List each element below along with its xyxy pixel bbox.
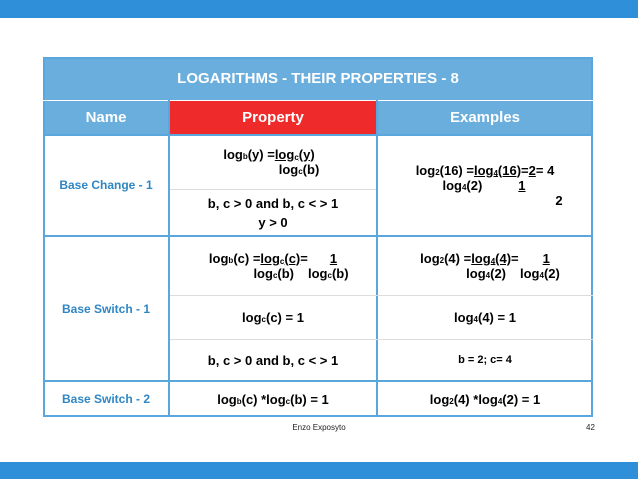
base-switch-1-conditions: b, c > 0 and b, c < > 1 — [169, 339, 377, 381]
table-title: LOGARITHMS - THEIR PROPERTIES - 8 — [43, 57, 593, 100]
row-divider-2 — [43, 380, 593, 382]
base-change-example: log 2 (16) = $\log_4(16)$ = 2 = 4 log 4 (2) 1 2 — [377, 134, 593, 236]
top-accent-bar — [0, 0, 638, 18]
header-examples: Examples — [377, 100, 593, 134]
properties-table — [43, 57, 593, 417]
table-border-top — [43, 57, 593, 59]
row-name-base-change-1: Base Change - 1 — [43, 134, 169, 236]
base-switch-1-identity-example: log 4 (4) = 1 — [377, 295, 593, 339]
base-change-conditions: b, c > 0 and b, c < > 1 y > 0 — [169, 189, 377, 236]
inner-divider-2 — [170, 295, 593, 296]
inner-divider-1 — [170, 189, 376, 190]
base-switch-1-example: log 2 (4) = $\log_4(4)$ = 1 log 4 (2) log 4 (2) — [377, 236, 593, 295]
header-name: Name — [43, 100, 169, 134]
base-switch-1-values: b = 2; c= 4 — [377, 339, 593, 381]
base-switch-1-formula: log b (c) = $\log_c(c)$ = 1 log c (b) log c (b) — [169, 236, 377, 295]
title-divider — [43, 100, 593, 101]
table-border-bottom — [43, 415, 593, 417]
footer-author: Enzo Exposyto — [292, 423, 346, 432]
base-change-formula: log b (y) = $\log_c(y)$ log c (b) — [169, 134, 377, 189]
row-name-base-switch-1: Base Switch - 1 — [43, 236, 169, 381]
base-switch-2-formula: log b (c) * log c (b) = 1 — [169, 381, 377, 417]
base-switch-2-example: log 2 (4) * log 4 (2) = 1 — [377, 381, 593, 417]
column-divider-2 — [376, 100, 378, 417]
table-border-right — [591, 57, 593, 417]
page-number: 42 — [586, 423, 595, 432]
bottom-accent-bar — [0, 462, 638, 479]
inner-divider-3 — [170, 339, 593, 340]
column-divider-1 — [168, 100, 170, 417]
table-border-left — [43, 57, 45, 417]
base-switch-1-identity: log c (c) = 1 — [169, 295, 377, 339]
row-divider-1 — [43, 235, 593, 237]
header-divider — [43, 134, 593, 136]
row-name-base-switch-2: Base Switch - 2 — [43, 381, 169, 417]
header-property: Property — [169, 100, 377, 134]
